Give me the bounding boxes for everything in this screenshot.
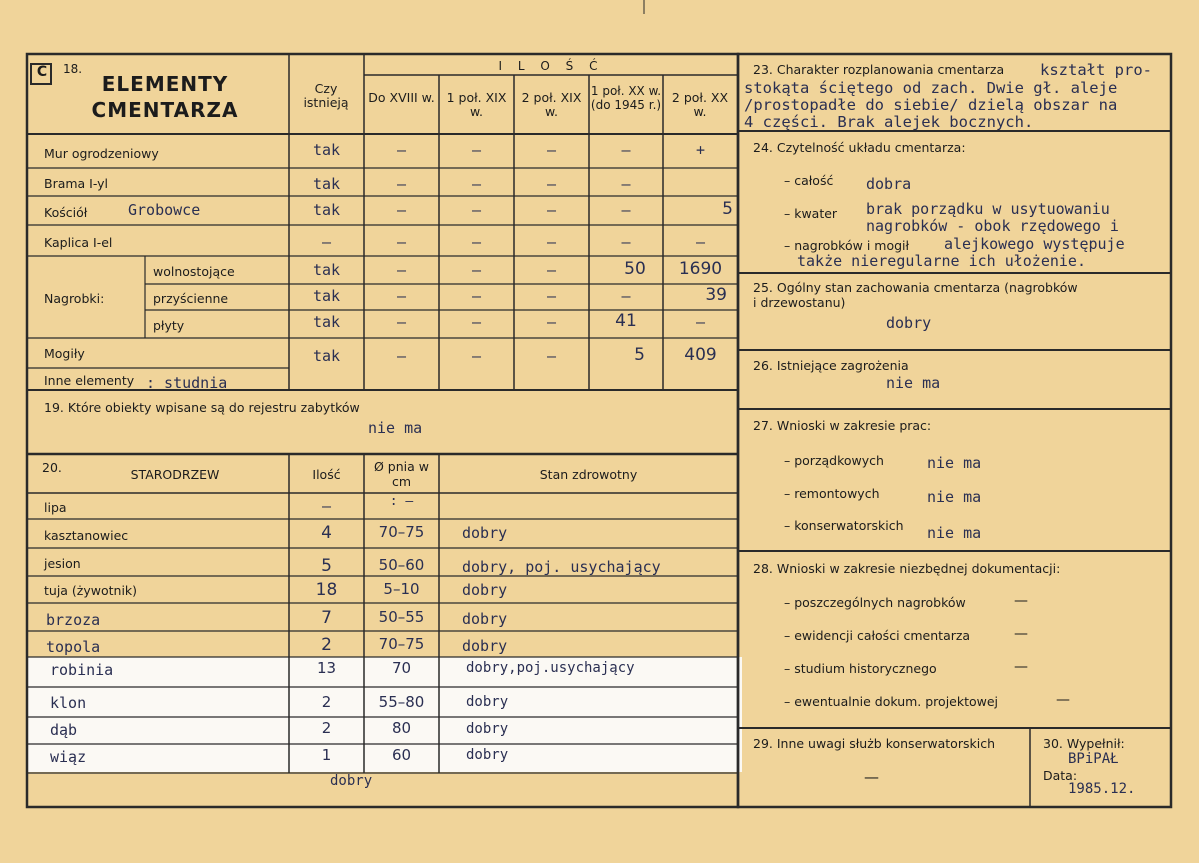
cell-exists: tak	[312, 141, 341, 159]
tree-diameter: 55–80	[378, 693, 425, 711]
cell-period: –	[546, 347, 557, 365]
row-label-kosciol: Kościół	[44, 205, 88, 220]
tree-health: dobry	[462, 581, 508, 599]
cell-period: –	[471, 261, 482, 279]
tree-health: dobry	[466, 721, 509, 737]
q27-item-value: nie ma	[927, 454, 982, 472]
row-label-nagrobki: Nagrobki:	[44, 291, 105, 306]
tree-diameter: 70–75	[378, 523, 425, 541]
tree-name: kasztanowiec	[44, 528, 129, 543]
cell-period: 409	[684, 345, 717, 365]
trees-col-count: Ilość	[312, 467, 341, 482]
cell-period: –	[471, 347, 482, 365]
cell-period: –	[396, 287, 407, 305]
tree-diameter: 80	[391, 719, 412, 737]
row-sub-przyscienne: przyścienne	[153, 291, 229, 306]
trees-col-health: Stan zdrowotny	[539, 467, 638, 482]
cell-period: –	[621, 201, 631, 219]
cell-exists: tak	[312, 201, 341, 219]
cell-period: 5	[634, 345, 645, 365]
row-label-brama: Brama I-yl	[44, 176, 109, 191]
q23-line3: /prostopadłe do siebie/ dzielą obszar na	[744, 96, 1118, 114]
tree-health: dobry	[466, 694, 509, 710]
cell-period: –	[621, 141, 631, 159]
cell-period: –	[396, 201, 407, 219]
cell-period: 41	[615, 311, 637, 331]
tree-count: 7	[321, 608, 332, 628]
cell-period: –	[546, 201, 557, 219]
cell-period: –	[471, 287, 482, 305]
section-title-line2: CMENTARZA	[91, 98, 239, 122]
cell-period: –	[396, 141, 407, 159]
tree-name: klon	[50, 694, 87, 712]
row-label-inne: Inne elementy	[44, 373, 135, 388]
cell-exists: –	[321, 233, 332, 251]
tree-count: 2	[321, 635, 332, 655]
cell-period: –	[396, 347, 407, 365]
cell-period: 5	[722, 199, 733, 219]
tree-count: 13	[316, 659, 337, 677]
q27-item-label: – konserwatorskich	[784, 518, 904, 533]
tree-count: 18	[315, 580, 338, 600]
tree-health: dobry, poj. usychający	[462, 558, 661, 576]
cell-period: +	[695, 141, 706, 159]
cell-period: –	[621, 175, 631, 193]
cell-period: –	[621, 233, 631, 251]
cell-period: 39	[705, 285, 727, 305]
q28-item-value: —	[1014, 659, 1028, 675]
cell-period: –	[546, 233, 557, 251]
q29-value: —	[864, 768, 879, 786]
q23-line4: 4 części. Brak alejek bocznych.	[744, 113, 1034, 131]
tree-diameter: : –	[389, 494, 414, 509]
cell-exists: tak	[312, 261, 341, 279]
tree-diameter: 50–55	[378, 608, 425, 626]
cell-period: –	[471, 175, 482, 193]
tree-name: dąb	[50, 721, 78, 739]
tree-name: tuja (żywotnik)	[44, 583, 138, 598]
tree-count: 2	[321, 693, 332, 711]
cell-period: 50	[624, 259, 646, 279]
cell-period: –	[621, 287, 631, 305]
cell-period: –	[396, 261, 407, 279]
cell-period: –	[546, 175, 557, 193]
q27-item-value: nie ma	[927, 488, 982, 506]
tree-name: brzoza	[46, 611, 101, 629]
cell-period: –	[546, 313, 557, 331]
row-extra-grobowce: Grobowce	[128, 201, 201, 219]
trees-title: STARODRZEW	[130, 467, 220, 482]
tree-diameter: 5–10	[383, 580, 420, 598]
tree-diameter: 50–60	[378, 556, 425, 574]
tree-name: jesion	[44, 556, 81, 571]
q28-item-value: —	[1014, 593, 1028, 609]
tree-health: dobry	[466, 747, 509, 763]
tree-diameter: 70–75	[378, 635, 425, 653]
cell-period: –	[546, 141, 557, 159]
q26-value: nie ma	[886, 374, 941, 392]
q24-item-label: – nagrobków i mogił	[784, 238, 910, 253]
q28-item-label: – poszczególnych nagrobków	[784, 595, 966, 610]
q24-item-value: także nieregularne ich ułożenie.	[797, 252, 1086, 270]
q25-label-line1: 25. Ogólny stan zachowania cmentarza (nagrobków	[753, 280, 1078, 295]
trees-footer-value: dobry	[330, 773, 373, 789]
row-sub-plyty: płyty	[153, 318, 185, 333]
tree-diameter: 70	[391, 659, 412, 677]
cell-period: –	[396, 175, 407, 193]
q29-label: 29. Inne uwagi służb konserwatorskich	[753, 736, 995, 751]
q28-label: 28. Wnioski w zakresie niezbędnej dokumentacji:	[753, 561, 1061, 576]
q24-item-value: alejkowego występuje	[944, 235, 1125, 253]
q19-label: 19. Które obiekty wpisane są do rejestru zabytków	[44, 400, 360, 415]
cell-period: –	[471, 233, 482, 251]
q24-label: 24. Czytelność układu cmentarza:	[753, 140, 966, 155]
q24-item-label: – całość	[784, 173, 834, 188]
q27-label: 27. Wnioski w zakresie prac:	[753, 418, 932, 433]
tree-diameter: 60	[391, 746, 412, 764]
tree-health: dobry	[462, 524, 508, 542]
cell-period: –	[396, 233, 407, 251]
tree-name: wiąz	[50, 748, 87, 766]
tree-count: 2	[321, 719, 332, 737]
row-label-mur: Mur ogrodzeniowy	[44, 146, 159, 161]
q19-value: nie ma	[368, 419, 423, 437]
q28-item-label: – ewentualnie dokum. projektowej	[784, 694, 999, 709]
cell-period: –	[396, 313, 407, 331]
tree-name: robinia	[50, 661, 114, 679]
tree-count: 4	[321, 523, 332, 543]
date-label: Data:	[1043, 768, 1078, 783]
q25-value: dobry	[886, 314, 932, 332]
cell-exists: tak	[312, 313, 341, 331]
section-number: 18.	[63, 62, 83, 76]
cell-period: –	[546, 287, 557, 305]
q24-item-value: brak porządku w usytuowaniu	[866, 200, 1110, 218]
q23-label: 23. Charakter rozplanowania cmentarza	[753, 62, 1005, 77]
tree-health: dobry,poj.usychający	[466, 660, 635, 676]
cell-period: –	[471, 201, 482, 219]
tree-count: 5	[321, 556, 332, 576]
q24-item-value: nagrobków - obok rzędowego i	[866, 217, 1119, 235]
row-sub-wolnostojace: wolnostojące	[153, 264, 235, 279]
q27-item-label: – porządkowych	[784, 453, 884, 468]
trees-number: 20.	[42, 460, 62, 475]
period-header-1: Do XVIII w.	[368, 90, 435, 105]
cell-period: –	[471, 313, 482, 331]
q26-label: 26. Istniejące zagrożenia	[753, 358, 909, 373]
tree-name: topola	[46, 638, 101, 656]
tree-health: dobry	[462, 610, 508, 628]
period-header-2: 1 poł. XIX w.	[446, 90, 507, 119]
cell-period: –	[695, 313, 706, 331]
q24-item-label: – kwater	[784, 206, 838, 221]
q27-item-label: – remontowych	[784, 486, 880, 501]
tree-name: lipa	[44, 500, 67, 515]
exists-header: Czy istnieją	[303, 81, 349, 110]
date-value: 1985.12.	[1068, 781, 1136, 797]
tree-count: 1	[321, 746, 332, 764]
trees-col-diameter: Ø pnia w cm	[374, 459, 429, 489]
cell-exists: tak	[312, 175, 341, 193]
q28-item-label: – ewidencji całości cmentarza	[784, 628, 971, 643]
q30-value: BPiPAŁ	[1068, 751, 1119, 767]
q24-item-value: dobra	[866, 175, 912, 193]
row-label-mogily: Mogiły	[44, 346, 85, 361]
cell-period: –	[695, 233, 706, 251]
section-title-line1: ELEMENTY	[101, 72, 229, 96]
period-header-3: 2 poł. XIX w.	[521, 90, 582, 119]
cell-period: –	[546, 261, 557, 279]
section-letter: C	[36, 64, 48, 80]
cell-period: –	[471, 141, 482, 159]
cell-exists: tak	[312, 287, 341, 305]
period-header-4: 1 poł. XX w. (do 1945 r.)	[590, 84, 662, 112]
cell-period: 1690	[678, 259, 723, 279]
cell-exists: tak	[312, 347, 341, 365]
row-label-kaplica: Kaplica I-el	[44, 235, 113, 250]
q28-item-label: – studium historycznego	[784, 661, 937, 676]
q28-item-value: —	[1014, 626, 1028, 642]
tree-health: dobry	[462, 637, 508, 655]
q30-label: 30. Wypełnił:	[1043, 736, 1125, 751]
q28-item-value: —	[1056, 692, 1070, 708]
tree-count: –	[321, 497, 332, 515]
q27-item-value: nie ma	[927, 524, 982, 542]
row-value-inne: : studnia	[146, 374, 228, 392]
q25-label-line2: i drzewostanu)	[753, 295, 846, 310]
q23-line2: stokąta ściętego od zach. Dwie gł. aleje	[744, 79, 1118, 97]
q23-line1: kształt pro-	[1040, 61, 1152, 79]
ilosc-header: I L O Ś Ć	[498, 59, 604, 73]
period-header-5: 2 poł. XX w.	[671, 90, 729, 119]
